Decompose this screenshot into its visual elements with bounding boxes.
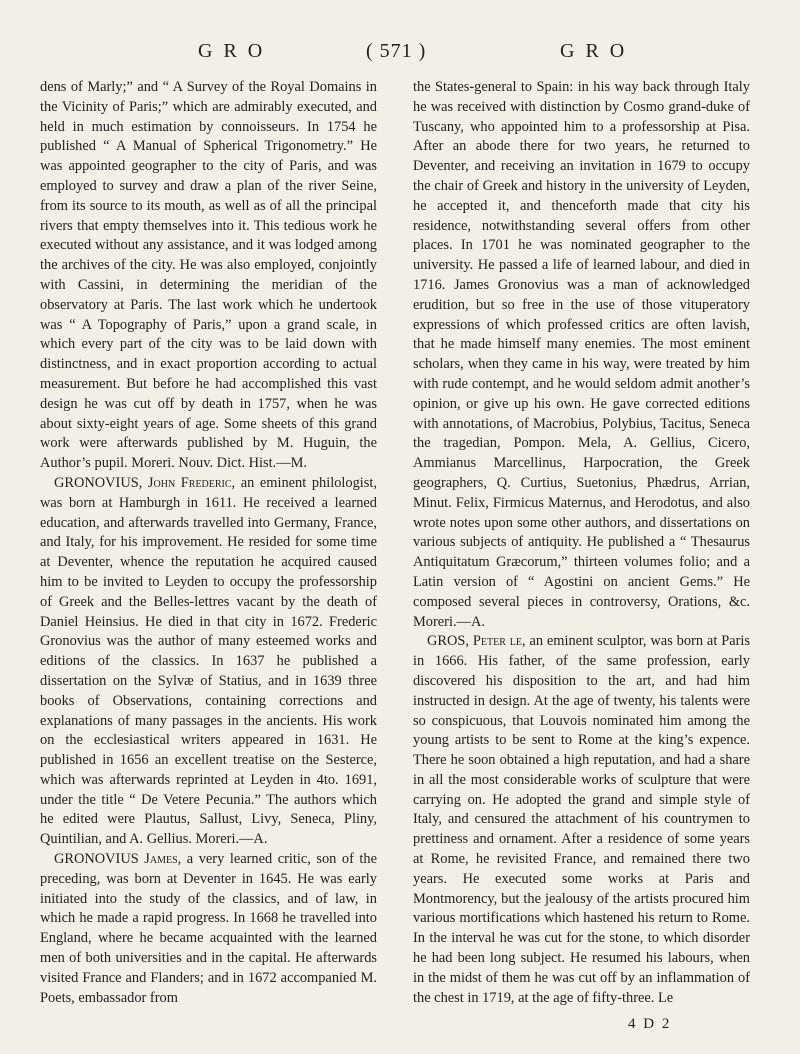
continued-paragraph: the States-general to Spain: in his way back through Italy he was received with distinction by Cosmo grand-duke of Tuscany, who appointed him to a professorship at Pisa. After an abode there for two years, he returned to Deventer, and receiving an invitation in 1679 to occupy the chair of Greek and history in the university of Leyden, he accepted it, and thenceforth made that city his residence, notwithstanding several offers from other places. In 1701 he was nominated geographer to the university. He passed a life of learned labour, and died in 1716. James Gronovius was a man of acknowledged erudition, but so free in the use of those vituperatory expressions of which professed critics are often lavish, that he made himself many enemies. The most eminent scholars, when they came in his way, were treated by him with rude contempt, and he would seldom admit another’s opinion, or give up his own. He gave corrected editions with annotations, of Macrobius, Polybius, Tacitus, Seneca the tragedian, Pompon. Mela, A. Gellius, Cicero, Ammianus Marcellinus, Harpocration, the Greek geographers, Q. Curtius, Suetonius, Phædrus, Arrian, Minut. Felix, Firmicus Maternus, and Herodotus, and also wrote notes upon some other authors, and dissertations on various subjects of antiquity. He published a “ Thesaurus Antiquitatum Græcorum,” thirteen volumes folio; and a Latin version of “ Agostini on ancient Gems.” He composed several pieces in controversy, Orations, &c. Moreri.—A.: [413, 79, 750, 630]
entry-text: a very learned critic, son of the preceding, was born at Deventer in 1645. He was early initiated into the study of the classics, and of law, in which he made a rapid progress. In 1668 he travelled into England, where he became acquainted with the learned men of both universities and in the capital. He afterwards visited France and Flanders; and in 1672 accompanied M. Poets, embassador from: [40, 851, 378, 1006]
running-head-right: G R O: [560, 40, 628, 62]
page-number: ( 571 ): [366, 40, 427, 62]
entry-text: an eminent philologist, was born at Hamburgh in 1611. He received a learned education, and afterwards travelled into Germany, France, and Italy, for his improvement. He resided for some time at Deventer, whence the reputation he acquired caused him to be invited to Leyden to occupy the professorship of Greek and the Belles-lettres vacant by the death of Daniel Heinsius. He died in that city in 1672. Frederic Gronovius was the author of many esteemed works and editions of the classics. In 1637 he published a dissertation on the Sylvæ of Statius, and in 1639 three books of Observations, containing corrections and explanations of many passages in the ancients. His work on the ecclesiastical writers appeared in 1631. He published in 1656 an excellent treatise on the Sesterce, which was afterwards reprinted at Leyden in 4to. 1691, under the title “ De Vetere Pecunia.” The authors which he edited were Plautus, Sallust, Livy, Seneca, Pliny, Quintilian, and A. Gellius. Moreri.—A.: [40, 474, 377, 848]
running-head-left: G R O: [198, 40, 266, 62]
entry-gros-peter-le: [413, 632, 750, 1008]
entry-gronovius-john-frederic: [40, 474, 377, 850]
entry-heading: GROS, Peter le,: [427, 633, 526, 650]
entry-heading: GRONOVIUS James,: [54, 851, 182, 868]
left-column: [40, 78, 377, 1008]
running-head: [0, 40, 800, 66]
entry-gronovius-james: [40, 850, 377, 1008]
signature-mark: 4 D 2: [628, 1016, 672, 1032]
entry-text: an eminent sculptor, was born at Paris in 1666. His father, of the same profession, early discovered his disposition to the art, and had him instructed in design. At the age of twenty, his talents were so conspicuous, that Louvois nominated him among the young artists to be sent to Rome at the king’s expence. There he soon obtained a high reputation, and had a share in all the most considerable works of sculpture that were carrying on. He adopted the grand and simple style of Italy, and censured the attachment of his countrymen to prettiness and ornament. After a residence of some years at Rome, he revisited France, and remained there two years. He executed some works at Paris and Montmorency, but the jealousy of the artists procured him various mortifications which hastened his return to Rome. In the interval he was cut for the stone, to which disorder he had been long subject. He resumed his labours, when in the midst of them he was cut off by an inflammation of the chest in 1719, at the age of fifty-three. Le: [413, 633, 750, 1006]
right-column: [413, 78, 750, 1008]
continued-paragraph: dens of Marly;” and “ A Survey of the Royal Domains in the Vicinity of Paris;” which are admirably executed, and held in much estimation by connoisseurs. In 1754 he published “ A Manual of Spherical Trigonometry.” He was appointed geographer to the city of Paris, and was employed to survey and draw a plan of the river Seine, from its source to its mouth, as well as of all the principal rivers that empty themselves into it. This tedious work he executed without any assistance, and it was lodged among the archives of the city. He was also employed, conjointly with Cassini, in determining the meridian of the observatory at Paris. The last work which he undertook was “ A Topography of Paris,” upon a grand scale, in which every part of the city was to be laid down with distinctness, and in exact proportion according to actual measurement. But before he had accomplished this vast design he was cut off by death in 1757, when he was about sixty-eight years of age. Some sheets of this grand work were afterwards published by M. Huguin, the Author’s pupil. Moreri. Nouv. Dict. Hist.—M.: [40, 79, 377, 472]
entry-heading: GRONOVIUS, John Frederic,: [54, 474, 236, 491]
